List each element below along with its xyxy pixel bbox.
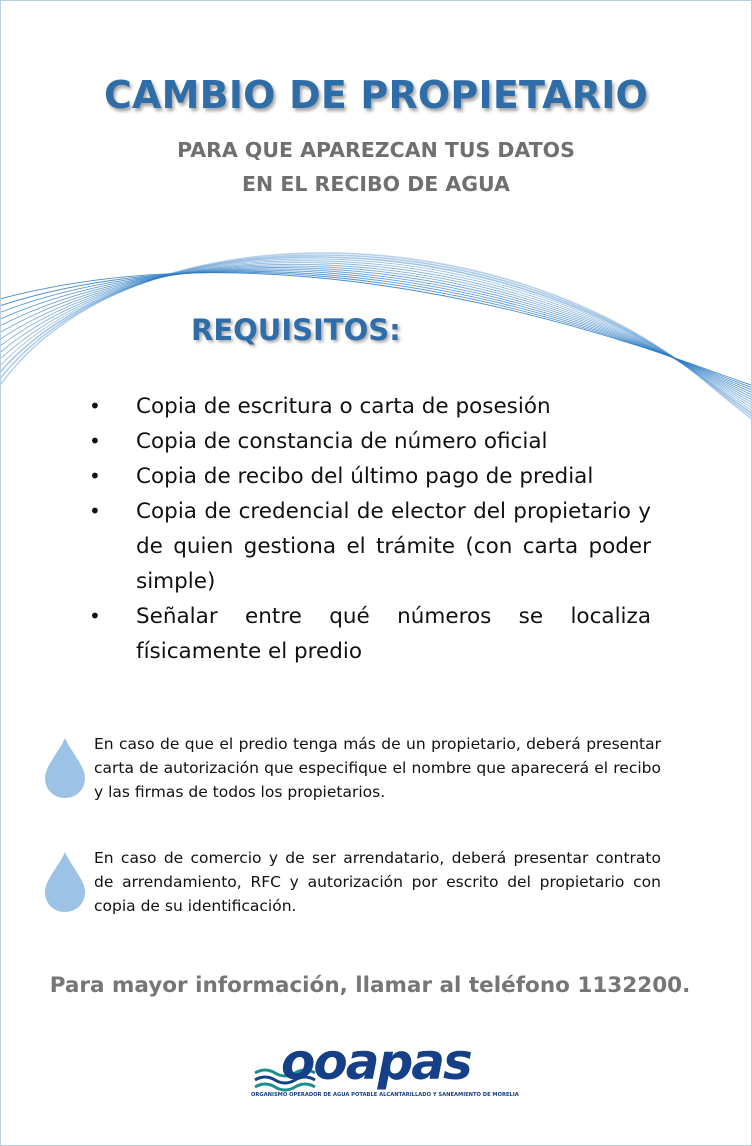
requirement-item [89,424,651,459]
water-drop-icon [41,736,89,800]
requirements-heading: REQUISITOS: [191,313,401,347]
requirement-item [89,494,651,599]
requirement-text: Señalar entre qué números se localiza físicamente el predio [136,604,651,664]
water-drop-icon [41,850,89,914]
note-text: En caso de que el predio tenga más de un propietario, deberá presentar carta de autorización que especifique el nombre que aparecerá el recibo y las firmas de todos los propietarios. [94,735,661,801]
ooapas-logo [251,1033,519,1105]
requirement-text: Copia de recibo del último pago de predial [136,464,594,489]
requirements-list [89,389,651,669]
contact-info: Para mayor información, llamar al teléfono 1132200. [49,973,691,998]
bullet-point: • [89,429,101,453]
requirement-text: Copia de constancia de número oficial [136,429,548,454]
requirement-text: Copia de credencial de elector del propietario y de quien gestiona el trámite (con carta poder simple) [136,499,651,594]
bullet-point: • [89,464,101,488]
subtitle-line-1: PARA QUE APAREZCAN TUS DATOS [177,138,575,162]
requirement-text: Copia de escritura o carta de posesión [136,394,551,419]
requirement-item [89,599,651,669]
bullet-point: • [89,394,101,418]
logo-wordmark: ooapas [281,1033,471,1091]
logo-subtitle: ORGANISMO OPERADOR DE AGUA POTABLE ALCANTARILLADO Y SANEAMIENTO DE MORELIA [251,1092,519,1098]
requirement-item [89,459,651,494]
note-text: En caso de comercio y de ser arrendatario, deberá presentar contrato de arrendamiento, RFC y autorización por escrito del propietario con copia de su identificación. [94,849,661,915]
subtitle-line-2: EN EL RECIBO DE AGUA [242,172,510,196]
bullet-point: • [89,499,101,523]
bullet-point: • [89,604,101,628]
requirement-item [89,389,651,424]
page-title: CAMBIO DE PROPIETARIO [103,73,649,117]
